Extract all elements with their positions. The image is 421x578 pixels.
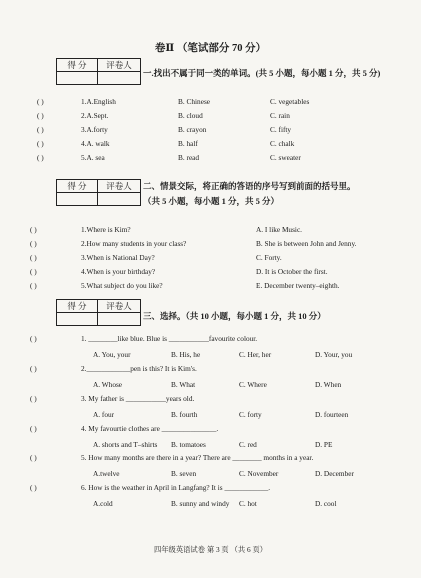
answer-option: D. It is October the first. — [256, 267, 328, 276]
section2-subheading: （共 5 小题，每小题 1 分，共 5 分） — [143, 196, 280, 206]
grader-label: 评卷人 — [98, 59, 141, 72]
section3-heading: 三、选择。（共 10 小题，每小题 1 分，共 10 分） — [143, 311, 326, 321]
answer-bracket[interactable]: ( ) — [37, 97, 44, 106]
option-b: B. crayon — [178, 125, 207, 134]
option-b: B. seven — [171, 469, 197, 478]
grader-cell[interactable] — [98, 72, 141, 85]
option-d: D. cool — [315, 499, 337, 508]
answer-option: B. She is between John and Jenny. — [256, 239, 357, 248]
option-b: B. half — [178, 139, 198, 148]
option-b: B. fourth — [171, 410, 198, 419]
option-a: A.twelve — [93, 469, 120, 478]
option-a: A. shorts and T–shirts — [93, 440, 158, 449]
answer-bracket[interactable]: ( ) — [30, 364, 37, 373]
question-text: 5. How many months are there in a year? There are ________ months in a year. — [81, 453, 314, 462]
question-text: 6. How is the weather in April in Langfang? It is ____________. — [81, 483, 271, 492]
question-text: 4. My favourtie clothes are _______________. — [81, 424, 219, 433]
option-b: B. cloud — [178, 111, 203, 120]
option-c: C. red — [239, 440, 257, 449]
score-label: 得 分 — [57, 300, 98, 313]
answer-bracket[interactable]: ( ) — [37, 139, 44, 148]
grader-cell[interactable] — [98, 313, 141, 326]
option-c: C. Her, her — [239, 350, 272, 359]
option-c: C. Where — [239, 380, 267, 389]
option-c: C. fifty — [270, 125, 292, 134]
answer-option: A. I like Music. — [256, 225, 303, 234]
option-c: C. November — [239, 469, 279, 478]
option-c: C. vegetables — [270, 97, 310, 106]
score-table-2 — [56, 179, 141, 206]
option-c: C. rain — [270, 111, 290, 120]
option-c: C. forty — [239, 410, 262, 419]
question-text: 2.How many students in your class? — [81, 239, 187, 248]
question-text: 5.What subject do you like? — [81, 281, 163, 290]
answer-bracket[interactable]: ( ) — [37, 153, 44, 162]
question-text: 2.____________pen is this? It is Kim's. — [81, 364, 197, 373]
answer-bracket[interactable]: ( ) — [30, 239, 37, 248]
option-b: B. Chinese — [178, 97, 211, 106]
option-b: B. tomatoes — [171, 440, 206, 449]
option-a: 4.A. walk — [81, 139, 110, 148]
question-text: 3. My father is ___________years old. — [81, 394, 195, 403]
option-b: B. sunny and windy — [171, 499, 230, 508]
section2-heading: 二、情景交际，将正确的答语的序号写到前面的括号里。 — [143, 181, 356, 191]
option-a: 3.A.forty — [81, 125, 108, 134]
option-d: D. December — [315, 469, 354, 478]
option-d: D. PE — [315, 440, 333, 449]
grader-cell[interactable] — [98, 193, 141, 206]
option-a: 2.A.Sept. — [81, 111, 109, 120]
option-a: A.cold — [93, 499, 113, 508]
answer-bracket[interactable]: ( ) — [30, 267, 37, 276]
answer-option: E. December twenty–eighth. — [256, 281, 340, 290]
answer-bracket[interactable]: ( ) — [30, 334, 37, 343]
score-label: 得 分 — [57, 180, 98, 193]
option-b: B. read — [178, 153, 200, 162]
grader-label: 评卷人 — [98, 300, 141, 313]
question-text: 4.When is your birthday? — [81, 267, 156, 276]
option-d: D. When — [315, 380, 342, 389]
page-title: 卷Ⅱ （笔试部分 70 分） — [154, 43, 267, 54]
score-cell[interactable] — [57, 72, 98, 85]
question-text: 1.Where is Kim? — [81, 225, 131, 234]
answer-bracket[interactable]: ( ) — [30, 424, 37, 433]
section1-heading: 一.找出不属于同一类的单词。(共 5 小题，每小题 1 分，共 5 分) — [143, 68, 381, 78]
page-footer: 四年级英语试卷 第 3 页 （共 6 页） — [153, 545, 268, 554]
answer-bracket[interactable]: ( ) — [30, 453, 37, 462]
option-a: A. You, your — [93, 350, 131, 359]
option-a: A. Whose — [93, 380, 123, 389]
option-a: 5.A. sea — [81, 153, 105, 162]
option-d: D. fourteen — [315, 410, 349, 419]
question-text: 3.When is National Day? — [81, 253, 155, 262]
option-c: C. hot — [239, 499, 257, 508]
score-label: 得 分 — [57, 59, 98, 72]
answer-bracket[interactable]: ( ) — [37, 111, 44, 120]
option-b: B. What — [171, 380, 196, 389]
answer-bracket[interactable]: ( ) — [30, 281, 37, 290]
option-c: C. chalk — [270, 139, 295, 148]
answer-option: C. Forty. — [256, 253, 282, 262]
option-d: D. Your, you — [315, 350, 353, 359]
grader-label: 评卷人 — [98, 180, 141, 193]
option-c: C. sweater — [270, 153, 301, 162]
option-a: A. four — [93, 410, 115, 419]
score-table-1 — [56, 58, 141, 85]
option-a: 1.A.English — [81, 97, 116, 106]
answer-bracket[interactable]: ( ) — [30, 253, 37, 262]
answer-bracket[interactable]: ( ) — [30, 225, 37, 234]
score-cell[interactable] — [57, 313, 98, 326]
answer-bracket[interactable]: ( ) — [37, 125, 44, 134]
question-text: 1. ________like blue. Blue is ___________favourite colour. — [81, 334, 258, 343]
answer-bracket[interactable]: ( ) — [30, 483, 37, 492]
score-table-3 — [56, 299, 141, 326]
answer-bracket[interactable]: ( ) — [30, 394, 37, 403]
option-b: B. His, he — [171, 350, 201, 359]
score-cell[interactable] — [57, 193, 98, 206]
